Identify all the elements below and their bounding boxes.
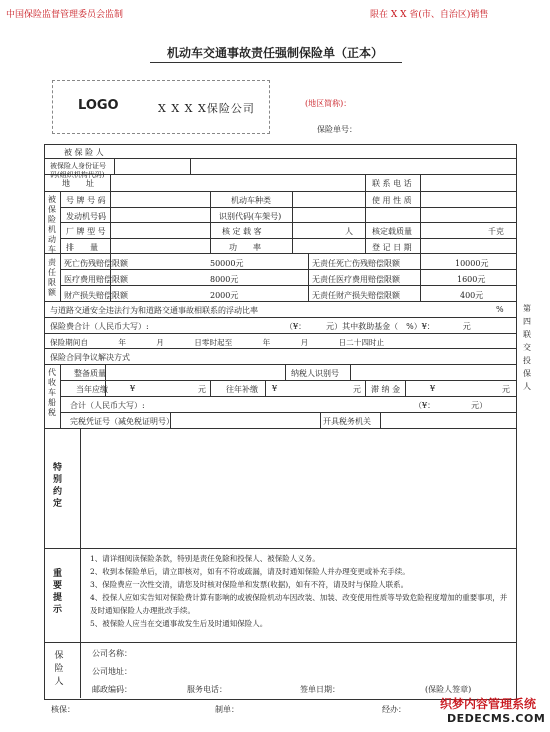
insured-label: 被 保 险 人 [64, 148, 104, 157]
watermark-domain: DEDECMS.COM [447, 712, 546, 725]
logo: LOGO [78, 98, 119, 113]
engine-no-label: 发动机号码 [66, 212, 106, 221]
watermark-title: 织梦内容管理系统 [440, 697, 537, 711]
company-name: X X X X保险公司 [158, 102, 255, 115]
late-fee-yuan: 元 [502, 385, 510, 394]
seats-label: 核 定 载 客 [222, 227, 262, 236]
load-unit: 千克 [488, 227, 504, 236]
seats-unit: 人 [345, 227, 353, 236]
reg-date-label: 登 记 日 期 [372, 243, 412, 252]
model-label: 厂 牌 型 号 [66, 227, 106, 236]
company-name-label: 公司名称： [92, 649, 132, 658]
vin-label: 识别代码(车架号) [219, 212, 282, 221]
insured-id-label: 被保险人身份证号码(组织机构代码) [50, 162, 106, 179]
notice-list [90, 552, 510, 630]
tax-office-label: 开具税务机关 [323, 417, 371, 426]
tax-group-label: 代收车船税 [48, 368, 56, 417]
tax-total-amount: （¥： 元） [414, 401, 488, 410]
copy-label: 第四联 交投保人 [523, 304, 531, 391]
load-label: 核定载质量 [372, 227, 412, 236]
displacement-label: 排 量 [66, 243, 98, 252]
dispute-label: 保险合同争议解决方式 [50, 353, 130, 362]
medical-limit-amount: 8000元 [210, 275, 239, 284]
insurer-seal-label: (保险人签章) [425, 685, 472, 694]
float-rate-label: 与道路交通安全违法行为和道路交通事故相联系的浮动比率 [50, 306, 258, 315]
property-limit-amount: 2000元 [210, 291, 239, 300]
nf-medical-limit-amount: 1600元 [457, 275, 486, 284]
regulator-text: 中国保险监督管理委员会监制 [6, 10, 124, 20]
address-label: 地 址 [62, 179, 94, 188]
important-notice-label: 重要提示 [52, 569, 62, 615]
death-limit-label: 死亡伤残赔偿限额 [64, 259, 128, 268]
sale-scope-text: 限在 X X 省(市、自治区)销售 [370, 10, 489, 20]
current-tax-yen: ¥ [130, 384, 136, 393]
plate-label: 号 牌 号 码 [66, 196, 106, 205]
sign-date-label: 签单日期： [300, 685, 340, 694]
notice-item: 1、请详细阅读保险条款，特别是责任免除和投保人、被保险人义务。 [90, 554, 320, 563]
vehicle-type-label: 机动车种类 [231, 196, 271, 205]
vehicle-group-label: 被保险机动车 [48, 195, 56, 254]
company-address-label: 公司地址： [92, 667, 132, 676]
current-tax-yuan: 元 [198, 385, 206, 394]
past-tax-yen: ¥ [272, 384, 278, 393]
premium-total-label: 保险费合计（人民币大写）: [50, 322, 149, 331]
curb-weight-label: 整备质量 [74, 369, 106, 378]
tax-cert-label: 完税凭证号（减免税证明号） [70, 417, 174, 426]
notice-item: 3、保险费应一次性交清，请您及时核对保险单和发票(收据)，如有不符，请及时与保险人联系。 [90, 580, 409, 589]
postcode-label: 邮政编码： [92, 685, 132, 694]
nf-death-limit-amount: 10000元 [455, 259, 489, 268]
page-title: 机动车交通事故责任强制保险单（正本） [166, 46, 383, 60]
review-label: 核保： [51, 705, 75, 714]
taxpayer-id-label: 纳税人识别号 [291, 369, 339, 378]
nf-death-limit-label: 无责任死亡伤残赔偿限额 [312, 259, 400, 268]
liability-group-label: 责任限额 [48, 258, 56, 297]
tax-total-label: 合计（人民币大写）: [70, 401, 145, 410]
premium-amount-text: （¥： 元）其中救助基金（ %）¥： 元 [285, 322, 471, 331]
nf-property-limit-label: 无责任财产损失赔偿限额 [312, 291, 400, 300]
period-text: 保险期间自 年 月 日零时起至 年 月 日二十四时止 [50, 338, 385, 347]
notice-item: 4、投保人应如实告知对保险费计算有影响的或被保险机动车因改装、加装、改变使用性质等导致危险程度增加的重要事项，并及时通知保险人办理批改手续。 [90, 593, 508, 615]
late-fee-label: 滞 纳 金 [371, 385, 401, 394]
death-limit-amount: 50000元 [210, 259, 244, 268]
phone-label: 联 系 电 话 [372, 179, 412, 188]
nf-property-limit-amount: 400元 [460, 291, 484, 300]
prepared-label: 制单： [215, 705, 239, 714]
insurer-label: 保险人 [54, 651, 64, 687]
current-tax-label: 当年应缴 [76, 385, 108, 394]
use-nature-label: 使 用 性 质 [372, 196, 412, 205]
region-label: (地区简称)： [305, 99, 352, 108]
service-phone-label: 服务电话： [187, 685, 227, 694]
special-terms-label: 特别约定 [52, 463, 62, 509]
late-fee-yen: ¥ [430, 384, 436, 393]
float-rate-percent: % [496, 305, 504, 314]
notice-item: 5、被保险人应当在交通事故发生后及时通知保险人。 [90, 619, 268, 628]
power-label: 功 率 [229, 243, 261, 252]
nf-medical-limit-label: 无责任医疗费用赔偿限额 [312, 275, 400, 284]
agent-label: 经办： [382, 705, 406, 714]
property-limit-label: 财产损失赔偿限额 [64, 291, 128, 300]
past-tax-yuan: 元 [353, 385, 361, 394]
notice-item: 2、收到本保险单后，请立即核对，如有不符或疏漏，请及时通知保险人并办理变更或补充手续。 [90, 567, 410, 576]
past-tax-label: 往年补缴 [226, 385, 258, 394]
medical-limit-label: 医疗费用赔偿限额 [64, 275, 128, 284]
policy-number-label: 保险单号： [317, 125, 357, 134]
